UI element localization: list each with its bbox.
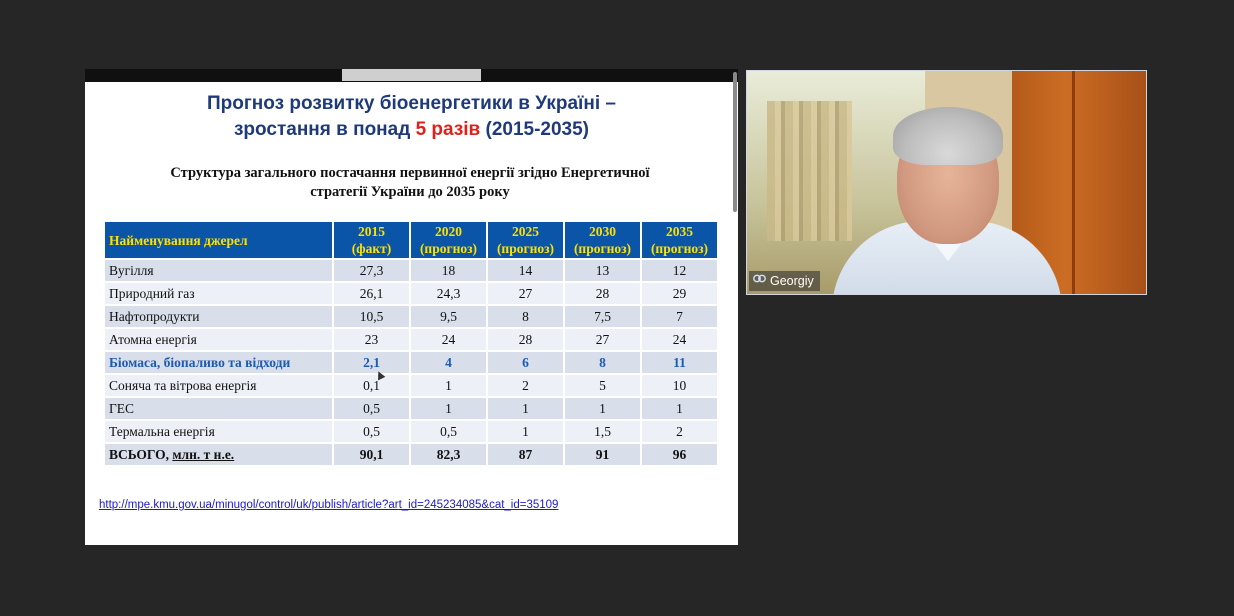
- header-2030-year: 2030: [589, 224, 616, 239]
- cell-2035: 2: [642, 421, 717, 442]
- cell-2035: 12: [642, 260, 717, 281]
- table-row: [105, 260, 717, 281]
- total-2030: 91: [565, 444, 640, 465]
- cell-2030: 27: [565, 329, 640, 350]
- caption-line-1: Структура загального постачання первинної енергії згідно Енергетичної: [170, 165, 650, 181]
- table-total-row: [105, 444, 717, 465]
- cell-2030: 13: [565, 260, 640, 281]
- header-name: Найменування джерел: [105, 222, 332, 258]
- cell-2025: 1: [488, 398, 563, 419]
- total-text: ВСЬОГО,: [109, 446, 173, 462]
- cell-2015: 0,5: [334, 398, 409, 419]
- title-line-1: Прогноз розвитку біоенергетики в Україні –: [207, 93, 616, 114]
- total-2025: 87: [488, 444, 563, 465]
- table-row: [105, 398, 717, 419]
- participant-video-tile[interactable]: [746, 70, 1147, 295]
- header-2025-year: 2025: [512, 224, 539, 239]
- source-link[interactable]: http://mpe.kmu.gov.ua/minugol/control/uk/publish/article?art_id=245234085&cat_id=35109: [99, 499, 559, 511]
- cell-2015: 10,5: [334, 306, 409, 327]
- row-name: Нафтопродукти: [105, 306, 332, 327]
- row-name: Вугілля: [105, 260, 332, 281]
- cell-2030: 5: [565, 375, 640, 396]
- table-row: [105, 306, 717, 327]
- table-header-row: [105, 222, 717, 258]
- header-2020: [411, 222, 486, 258]
- title-suffix: (2015-2035): [480, 119, 590, 140]
- cell-2025: 6: [488, 352, 563, 373]
- cell-2020: 4: [411, 352, 486, 373]
- cell-2035: 1: [642, 398, 717, 419]
- cabinet-door-line: [1072, 71, 1075, 294]
- participant-hair: [893, 107, 1003, 165]
- participant-name-label: [749, 271, 820, 291]
- table-row: [105, 329, 717, 350]
- header-2020-note: (прогноз): [419, 241, 478, 256]
- title-highlight: 5 разів: [415, 119, 481, 140]
- cell-2025: 2: [488, 375, 563, 396]
- shared-slide: [85, 69, 738, 545]
- cell-2030: 28: [565, 283, 640, 304]
- cell-2035: 29: [642, 283, 717, 304]
- table-row: [105, 421, 717, 442]
- header-2015-note: (факт): [351, 241, 392, 256]
- header-2030: [565, 222, 640, 258]
- cell-2025: 1: [488, 421, 563, 442]
- header-2035: [642, 222, 717, 258]
- header-2025-note: (прогноз): [496, 241, 555, 256]
- title-line-2: [85, 117, 738, 143]
- header-2030-note: (прогноз): [573, 241, 632, 256]
- cell-2020: 24: [411, 329, 486, 350]
- row-name: Соняча та вітрова енергія: [105, 375, 332, 396]
- row-name: Природний газ: [105, 283, 332, 304]
- row-name: Атомна енергія: [105, 329, 332, 350]
- cell-2015: 23: [334, 329, 409, 350]
- table-row-highlight: [105, 352, 717, 373]
- cell-2020: 1: [411, 398, 486, 419]
- cell-2035: 24: [642, 329, 717, 350]
- slide-scrollbar[interactable]: [733, 72, 737, 212]
- cell-2020: 9,5: [411, 306, 486, 327]
- energy-table: [103, 220, 719, 467]
- participant-name: Georgiy: [770, 274, 814, 288]
- cell-2015: 0,1: [334, 375, 409, 396]
- cell-2035: 7: [642, 306, 717, 327]
- header-2015-year: 2015: [358, 224, 385, 239]
- total-2035: 96: [642, 444, 717, 465]
- total-2015: 90,1: [334, 444, 409, 465]
- cell-2020: 18: [411, 260, 486, 281]
- cell-2025: 8: [488, 306, 563, 327]
- cell-2030: 8: [565, 352, 640, 373]
- table-caption: [125, 164, 695, 202]
- header-2035-note: (прогноз): [650, 241, 709, 256]
- header-2015: [334, 222, 409, 258]
- header-2020-year: 2020: [435, 224, 462, 239]
- table-row: [105, 283, 717, 304]
- cell-2035: 10: [642, 375, 717, 396]
- cell-2015: 2,1: [334, 352, 409, 373]
- cell-2015: 26,1: [334, 283, 409, 304]
- cell-2035: 11: [642, 352, 717, 373]
- slide-title: [85, 91, 738, 143]
- row-name: Біомаса, біопаливо та відходи: [105, 352, 332, 373]
- total-unit: млн. т н.е.: [172, 446, 235, 462]
- header-2035-year: 2035: [666, 224, 693, 239]
- cell-2015: 27,3: [334, 260, 409, 281]
- total-label: [105, 444, 332, 465]
- cell-2020: 24,3: [411, 283, 486, 304]
- video-background-shelf: [767, 101, 852, 241]
- total-2020: 82,3: [411, 444, 486, 465]
- header-2025: [488, 222, 563, 258]
- table-row: [105, 375, 717, 396]
- caption-line-2: стратегії України до 2035 року: [310, 184, 510, 200]
- cell-2025: 14: [488, 260, 563, 281]
- cell-2020: 0,5: [411, 421, 486, 442]
- cell-2030: 1: [565, 398, 640, 419]
- cell-2020: 1: [411, 375, 486, 396]
- row-name: Термальна енергія: [105, 421, 332, 442]
- cell-2025: 27: [488, 283, 563, 304]
- row-name: ГЕС: [105, 398, 332, 419]
- cell-2015: 0,5: [334, 421, 409, 442]
- cell-2025: 28: [488, 329, 563, 350]
- mic-icon: [753, 271, 766, 291]
- slide-drag-handle[interactable]: [342, 69, 481, 81]
- title-prefix: зростання в понад: [233, 119, 416, 140]
- cell-2030: 7,5: [565, 306, 640, 327]
- cell-2030: 1,5: [565, 421, 640, 442]
